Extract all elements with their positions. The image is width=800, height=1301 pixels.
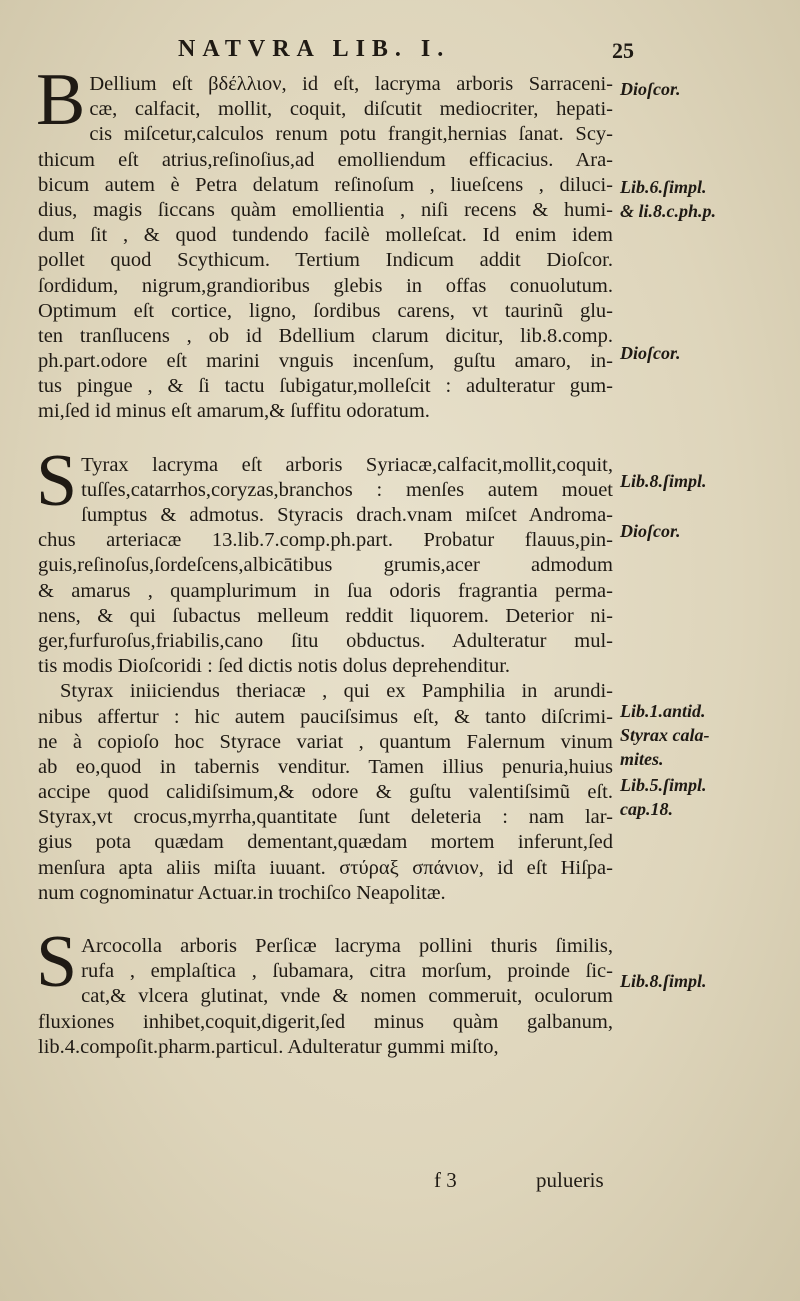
text-line: ſumptus & admotus. Styracis drach.vnam miſcet Androma- xyxy=(81,504,613,526)
paragraph-styrax xyxy=(36,439,613,906)
text-line: ne à copioſo hoc Styrace variat , quantum Falernum vinum xyxy=(38,730,613,753)
text-line: cis miſcetur,calculos renum potu frangit,hernias ſanat. Scy- xyxy=(89,123,613,146)
text-line: bicum autem è Petra delatum reſinoſum , liueſcens , diluci- xyxy=(38,173,613,196)
text-line: ten tranſlucens , ob id Bdellium clarum dicitur, lib.8.comp. xyxy=(38,324,613,347)
catchword: pulueris xyxy=(536,1168,604,1192)
text-line: cat,& vlcera glutinat, vnde & nomen commeruit, oculorum xyxy=(81,985,613,1008)
paragraph-sarcocolla xyxy=(36,921,613,1060)
margin-note: Styrax cala- xyxy=(620,725,710,745)
text-line: ſordidum, nigrum,grandioribus glebis in offas conuolutum. xyxy=(38,274,613,297)
text-line: gius pota quædam dementant,quædam mortem inferunt,ſed xyxy=(38,831,613,854)
page-footer xyxy=(38,1168,613,1198)
margin-note: Dioſcor. xyxy=(620,79,681,99)
page-header xyxy=(0,36,800,66)
paragraph-bdellium xyxy=(36,59,613,425)
margin-note: & li.8.c.ph.p. xyxy=(620,201,717,221)
text-line: Arcocolla arboris Perſicæ lacryma pollini thuris ſimilis, xyxy=(81,935,613,957)
text-line: num cognominatur Actuar.in trochiſco Neapolitæ. xyxy=(38,881,446,904)
margin-note: Dioſcor. xyxy=(620,521,681,541)
text-line: menſura apta aliis miſta iuuant. στύραξ σπάνιον, id eſt Hiſpa- xyxy=(38,856,613,879)
text-line: Styrax,vt crocus,myrrha,quantitate ſunt deleteria : nam lar- xyxy=(38,806,613,829)
margin-note: Lib.8.ſimpl. xyxy=(620,471,707,491)
text-line: ab eo,quod in tabernis venditur. Tamen illius penuria,huius xyxy=(38,755,613,778)
signature-mark: f 3 xyxy=(434,1168,457,1192)
margin-note: Lib.8.ſimpl. xyxy=(620,971,707,991)
text-line: chus arteriacæ 13.lib.7.comp.ph.part. Probatur flauus,pin- xyxy=(38,529,613,552)
main-text xyxy=(36,59,613,1060)
page-number: 25 xyxy=(612,38,634,63)
text-line: ph.part.odore eſt marini vnguis incenſum, guſtu amaro, in- xyxy=(38,350,613,373)
text-line: lib.4.compoſit.pharm.particul. Adulteratur gummi miſto, xyxy=(38,1035,499,1058)
text-line: tuſſes,catarrhos,coryzas,branchos : menſes autem mouet xyxy=(81,478,613,501)
text-line: fluxiones inhibet,coquit,digerit,ſed minus quàm galbanum, xyxy=(38,1010,613,1033)
text-line: dum ſit , & quod tundendo facilè molleſcat. Id enim idem xyxy=(38,224,613,247)
text-line: pollet quod Scythicum. Tertium Indicum addit Dioſcor. xyxy=(38,249,613,272)
text-line: Styrax iniiciendus theriacæ , qui ex Pamphilia in arundi- xyxy=(60,680,613,703)
text-line: mi,ſed id minus eſt amarum,& ſuffitu odoratum. xyxy=(38,400,430,423)
text-line: & amarus , quamplurimum in ſua odoris fragrantia perma- xyxy=(38,579,613,602)
text-line: cæ, calfacit, mollit, coquit, diſcutit mediocriter, hepati- xyxy=(89,98,613,121)
text-line: Dellium eſt βδέλλιον, id eſt, lacryma arboris Sarraceni- xyxy=(89,73,613,95)
text-line: tus pingue , & ſi tactu ſubigatur,molleſcit : adulteratur gum- xyxy=(38,375,613,398)
running-title: NATVRA LIB. I. xyxy=(178,36,451,62)
margin-note: Lib.6.ſimpl. xyxy=(620,177,707,197)
text-line: dius, magis ſiccans quàm emollientia , niſi recens & humi- xyxy=(38,198,613,221)
text-line: nens, & qui ſubactus melleum reddit liquorem. Deterior ni- xyxy=(38,604,613,627)
margin-note: Dioſcor. xyxy=(620,343,681,363)
text-line: nibus affertur : hic autem pauciſsimus eſt, & tanto diſcrimi- xyxy=(38,705,613,728)
drop-cap: S xyxy=(36,439,78,522)
margin-note: cap.18. xyxy=(620,799,673,819)
text-line: ger,furfuroſus,friabilis,cano ſitu obductus. Adulteratur mul- xyxy=(38,629,613,652)
margin-note: mites. xyxy=(620,749,664,769)
text-line: guis,reſinoſus,ſordeſcens,albicātibus grumis,acer admodum xyxy=(38,554,613,577)
margin-note: Lib.5.ſimpl. xyxy=(620,775,707,795)
text-line: accipe quod calidiſsimum,& odore & guſtu valentiſsimũ eſt. xyxy=(38,781,613,804)
text-line: Tyrax lacryma eſt arboris Syriacæ,calfacit,mollit,coquit, xyxy=(81,453,613,476)
drop-cap: B xyxy=(36,59,86,141)
text-line: thicum eſt atrius,reſinoſius,ad emolliendum efficacius. Ara- xyxy=(38,148,613,171)
text-line: rufa , emplaſtica , ſubamara, citra morſum, proinde ſic- xyxy=(81,960,613,983)
text-line: tis modis Dioſcoridi : ſed dictis notis dolus deprehenditur. xyxy=(38,655,511,678)
text-line: Optimum eſt cortice, ligno, ſordibus carens, vt taurinũ glu- xyxy=(38,299,613,322)
drop-cap: S xyxy=(36,921,78,1003)
margin-note: Lib.1.antid. xyxy=(620,701,706,721)
